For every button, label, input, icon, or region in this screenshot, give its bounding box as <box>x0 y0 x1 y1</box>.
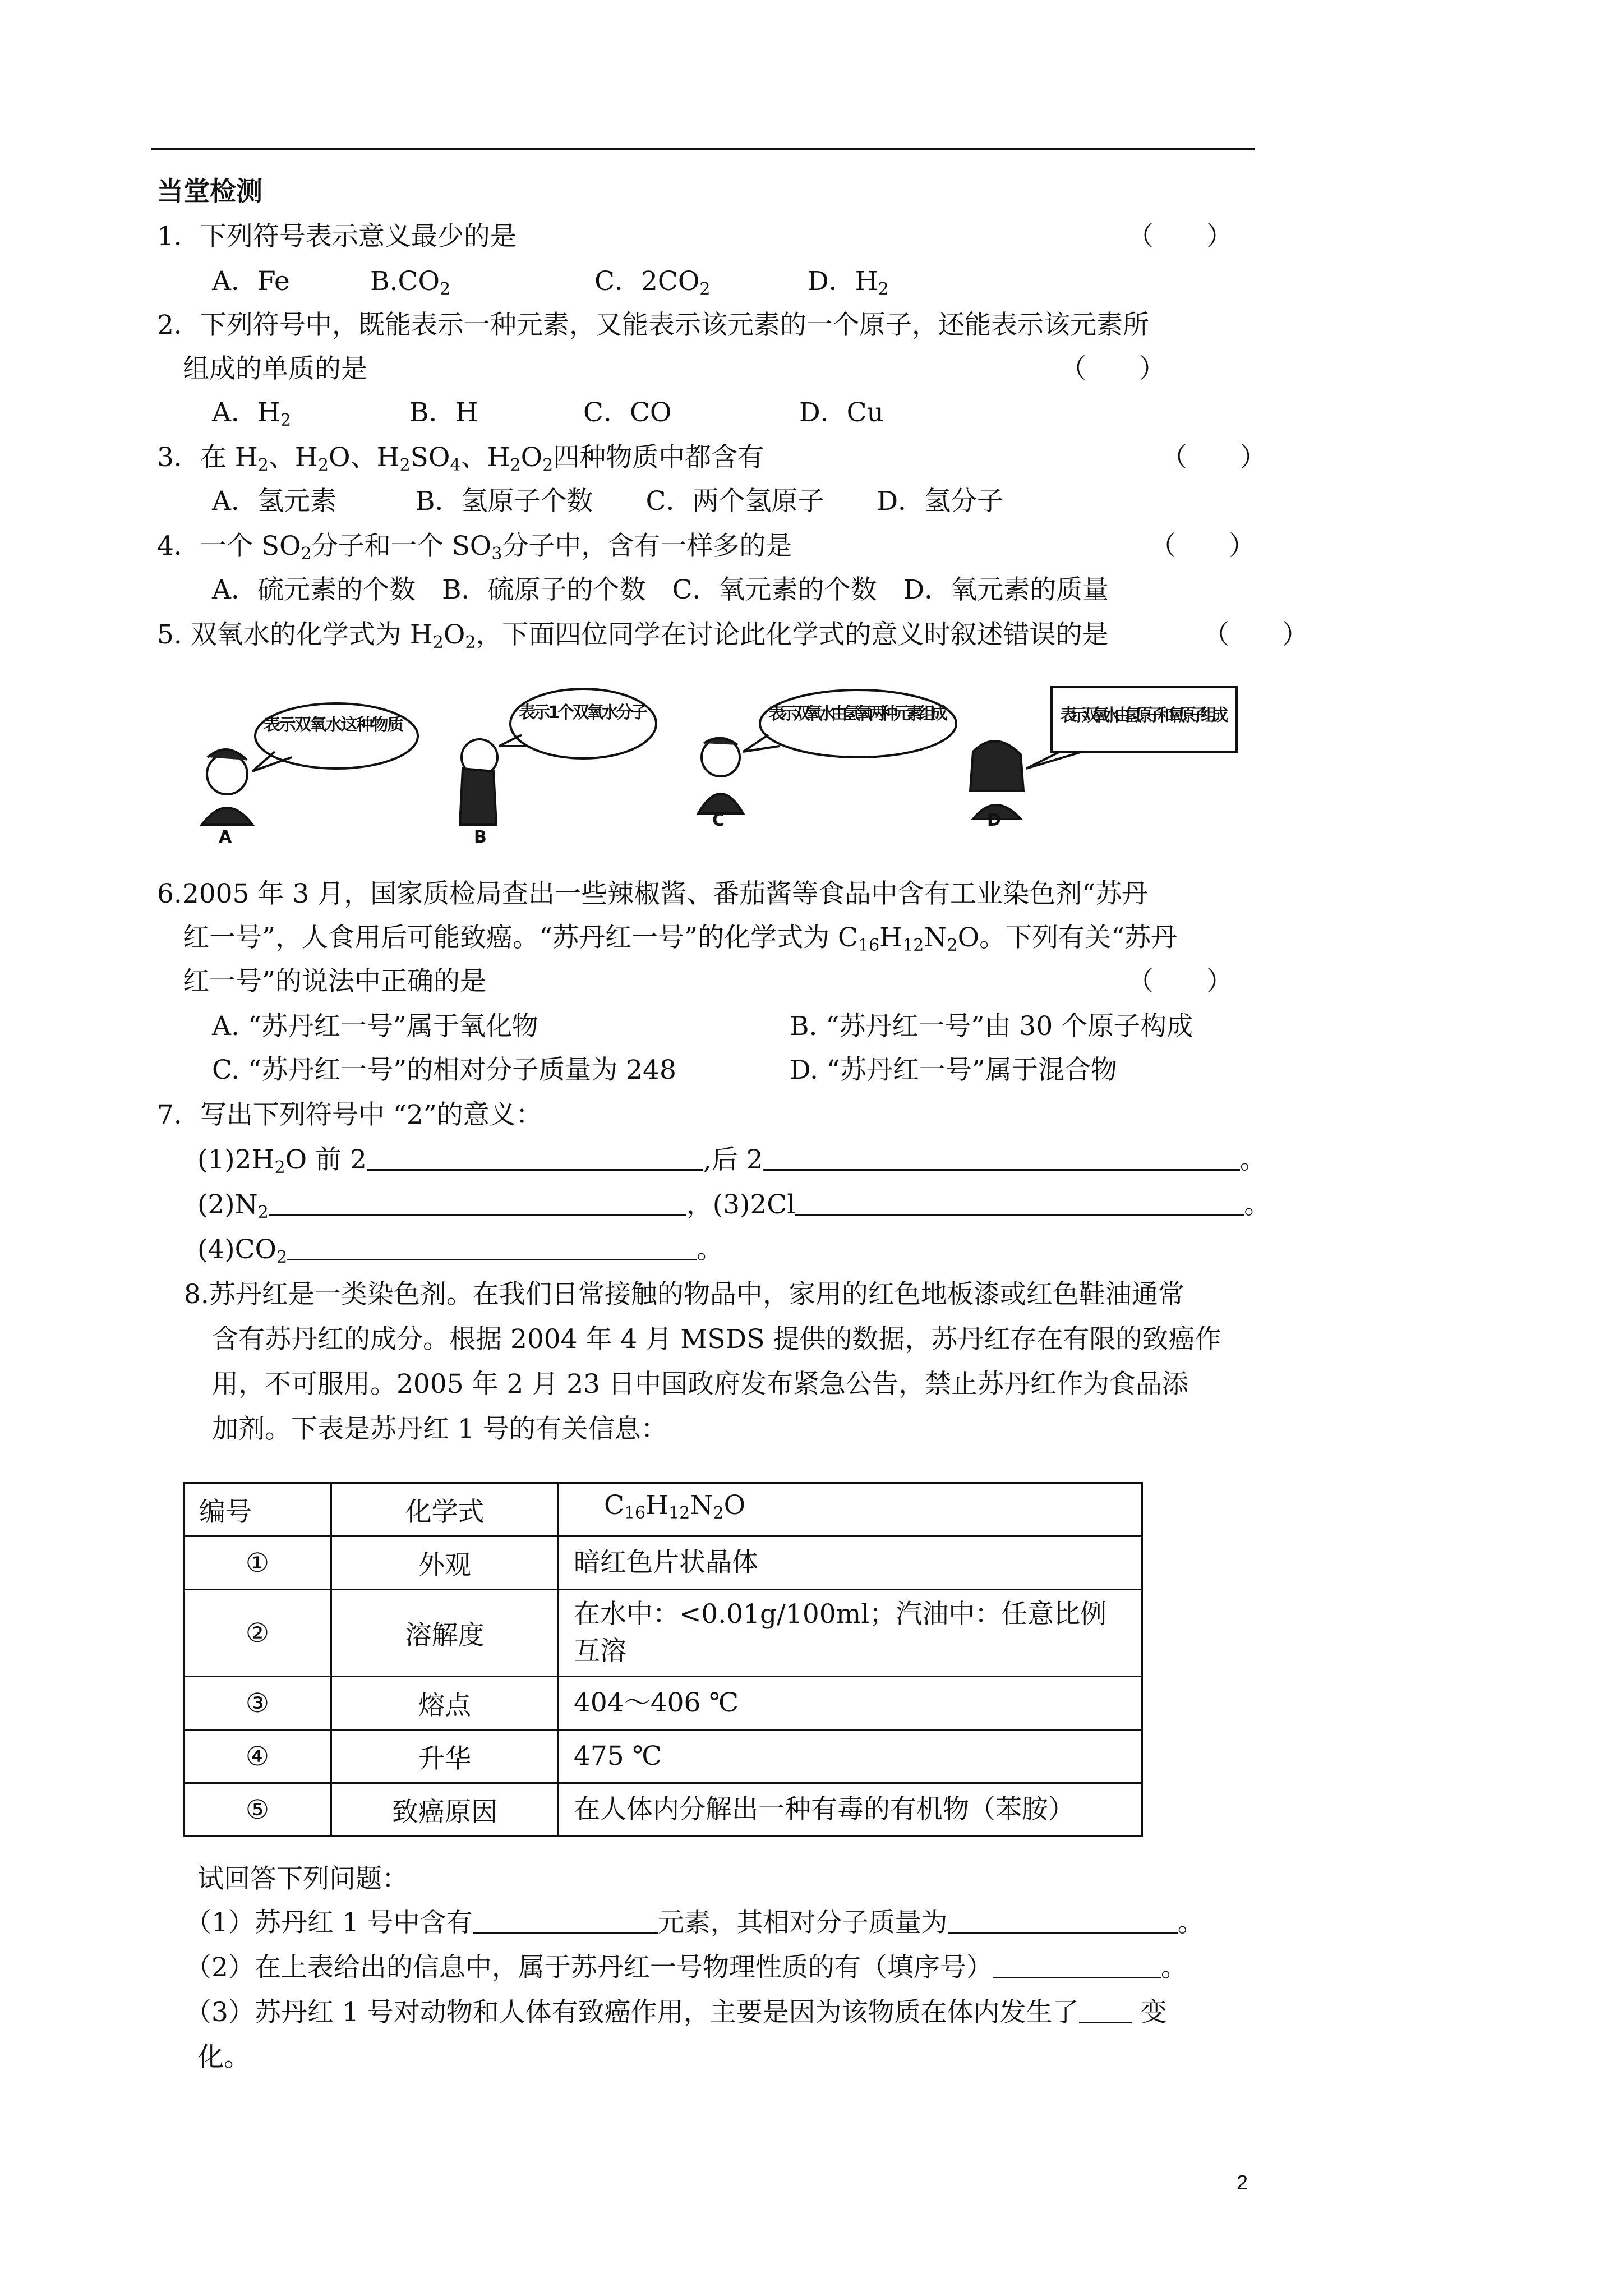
table-row <box>184 1536 1142 1590</box>
table-cell: 暗红色片状晶体 <box>559 1536 1142 1590</box>
questions-intro: 试回答下列问题： <box>197 1864 408 1894</box>
bubble-c-text: 表示双氧水由氢氧两种元素组成 <box>768 704 948 724</box>
answer-blank[interactable] <box>1079 1997 1132 2023</box>
q2-stem: 2．下列符号中，既能表示一种元素，又能表示该元素的一个原子，还能表示该元素所 <box>157 310 1149 341</box>
q8-line-1: 8.苏丹红是一类染色剂。在我们日常接触的物品中，家用的红色地板漆或红色鞋油通常 <box>184 1279 1184 1310</box>
table-cell: ④ <box>184 1730 331 1783</box>
q3-paren: （ ） <box>1161 442 1266 473</box>
table-row <box>184 1677 1142 1730</box>
page-number: 2 <box>1237 2171 1248 2194</box>
q4-stem: 4．一个 $SO_2$分子和一个 $SO_3$分子中，含有一样多的是 <box>157 531 792 564</box>
table-row <box>184 1730 1142 1783</box>
table-cell: 外观 <box>331 1536 559 1590</box>
table-cell: 升华 <box>331 1730 559 1783</box>
table-cell: 在人体内分解出一种有毒的有机物（苯胺） <box>559 1783 1142 1837</box>
answer-blank[interactable] <box>795 1189 1244 1216</box>
q2-paren: （ ） <box>1060 353 1165 384</box>
question-2: （2）在上表给出的信息中，属于苏丹红一号物理性质的有（填序号） 。 <box>185 1952 1187 1983</box>
header-rule <box>151 148 1255 150</box>
q2-option-b: B．H <box>409 397 478 428</box>
q2-option-c: C．CO <box>583 397 672 428</box>
q6-line-3: 红一号”的说法中正确的是 <box>183 966 487 997</box>
q5-paren: （ ） <box>1203 619 1308 650</box>
q8-line-4: 加剂。下表是苏丹红 1 号的有关信息： <box>212 1414 667 1444</box>
bubble-a <box>255 703 418 769</box>
answer-blank[interactable] <box>269 1189 686 1216</box>
q1-option-b: $B.CO_2$ <box>370 266 451 299</box>
q1-option-c: C．$2CO_2$ <box>594 266 711 299</box>
student-d-label: D <box>987 811 1001 830</box>
section-title: 当堂检测 <box>157 176 262 207</box>
table-header-row <box>184 1483 1142 1536</box>
answer-blank[interactable] <box>948 1907 1178 1934</box>
answer-blank[interactable] <box>473 1907 658 1934</box>
bubble-b-text: 表示1个双氧水分子 <box>519 703 648 723</box>
q6-paren: （ ） <box>1127 966 1233 997</box>
sudan-red-info-table <box>183 1482 1143 1837</box>
table-cell: 溶解度 <box>331 1590 559 1677</box>
q4-paren: （ ） <box>1150 531 1255 562</box>
q1-option-d: D．$H_2$ <box>808 266 889 299</box>
q8-line-2: 含有苏丹红的成分。根据 2004 年 4 月 MSDS 提供的数据，苏丹红存在有限的致癌作 <box>212 1324 1221 1355</box>
bubble-b <box>510 689 656 758</box>
question-3-cont: 化。 <box>197 2042 250 2073</box>
student-b-label: B <box>474 827 487 847</box>
q6-line-1: 6.2005 年 3 月，国家质检局查出一些辣椒酱、番茄酱等食品中含有工业染色剂“苏丹 <box>157 878 1149 909</box>
q7-part-1: $(1)2H_2O$ 前 2 ,后 2 。 <box>197 1144 1266 1177</box>
q1-option-a: A．Fe <box>212 266 290 297</box>
bubble-a-text: 表示双氧水这种物质 <box>264 715 404 735</box>
student-c-label: C <box>712 811 725 830</box>
bubble-c <box>760 690 956 757</box>
table-cell: 404～406 ℃ <box>559 1677 1142 1730</box>
student-a-head-icon <box>207 754 247 794</box>
q6-option-b: B. “苏丹红一号”由 30 个原子构成 <box>790 1011 1193 1042</box>
q7-part-2: $(2)N_2$ ，(3)2Cl 。 <box>197 1189 1271 1222</box>
q2-stem-cont: 组成的单质的是 <box>183 353 367 384</box>
bubble-d-text: 表示双氧水由氢原子和氧原子组成 <box>1060 706 1228 725</box>
q7-stem: 7．写出下列符号中 “2”的意义： <box>157 1099 542 1130</box>
answer-blank[interactable] <box>993 1952 1161 1978</box>
q7-part-4: $(4)CO_2$ 。 <box>197 1234 723 1267</box>
student-a-body-icon <box>202 808 252 825</box>
q1-paren: （ ） <box>1127 221 1233 252</box>
table-header-cell: 化学式 <box>331 1483 559 1536</box>
table-row <box>184 1783 1142 1837</box>
question-3: （3）苏丹红 1 号对动物和人体有致癌作用，主要是因为该物质在体内发生了 变 <box>185 1997 1167 2028</box>
answer-blank[interactable] <box>763 1144 1240 1171</box>
q5-cartoon-figure <box>185 679 1239 847</box>
q2-option-d: D．Cu <box>799 397 884 428</box>
table-cell: 致癌原因 <box>331 1783 559 1837</box>
answer-blank[interactable] <box>287 1234 697 1260</box>
q6-line-2: 红一号”，人食用后可能致癌。“苏丹红一号”的化学式为 $C_{16}H_{12}N_2O$。下列有关“苏丹 <box>183 922 1178 955</box>
table-cell: 在水中：<0.01g/100ml；汽油中：任意比例互溶 <box>559 1590 1142 1677</box>
formula-cell: $C_{16}H_{12}N_2O$ <box>559 1483 1142 1536</box>
q6-option-d: D. “苏丹红一号”属于混合物 <box>790 1055 1117 1085</box>
q4-options: A．硫元素的个数 B．硫原子的个数 C．氧元素的个数 D．氧元素的质量 <box>212 574 1109 605</box>
q3-options: A．氢元素 B．氢原子个数 C．两个氢原子 D．氢分子 <box>212 486 1004 517</box>
answer-blank[interactable] <box>367 1144 703 1171</box>
table-cell: ① <box>184 1536 331 1590</box>
q3-stem: 3．在 $H_2$、$H_2O$、$H_2SO_4$、$H_2O_2$四种物质中都含有 <box>157 442 764 475</box>
table-cell: 熔点 <box>331 1677 559 1730</box>
q6-option-a: A. “苏丹红一号”属于氧化物 <box>212 1011 538 1042</box>
q2-option-a: A．$H_2$ <box>212 397 292 430</box>
table-cell: ⑤ <box>184 1783 331 1837</box>
table-cell: 475 ℃ <box>559 1730 1142 1783</box>
table-cell: ② <box>184 1590 331 1677</box>
q8-line-3: 用，不可服用。2005 年 2 月 23 日中国政府发布紧急公告，禁止苏丹红作为食品添 <box>212 1369 1189 1400</box>
table-cell: ③ <box>184 1677 331 1730</box>
student-a-label: A <box>219 827 232 847</box>
table-row <box>184 1590 1142 1677</box>
table-header-cell: 编号 <box>184 1483 331 1536</box>
q6-option-c: C. “苏丹红一号”的相对分子质量为 248 <box>212 1055 676 1085</box>
q5-stem: 5. 双氧水的化学式为 $H_2O_2$，下面四位同学在讨论此化学式的意义时叙述错误的是 <box>157 619 1109 652</box>
question-1: （1）苏丹红 1 号中含有 元素，其相对分子质量为 。 <box>185 1907 1204 1938</box>
q1-stem: 1．下列符号表示意义最少的是 <box>157 221 517 252</box>
